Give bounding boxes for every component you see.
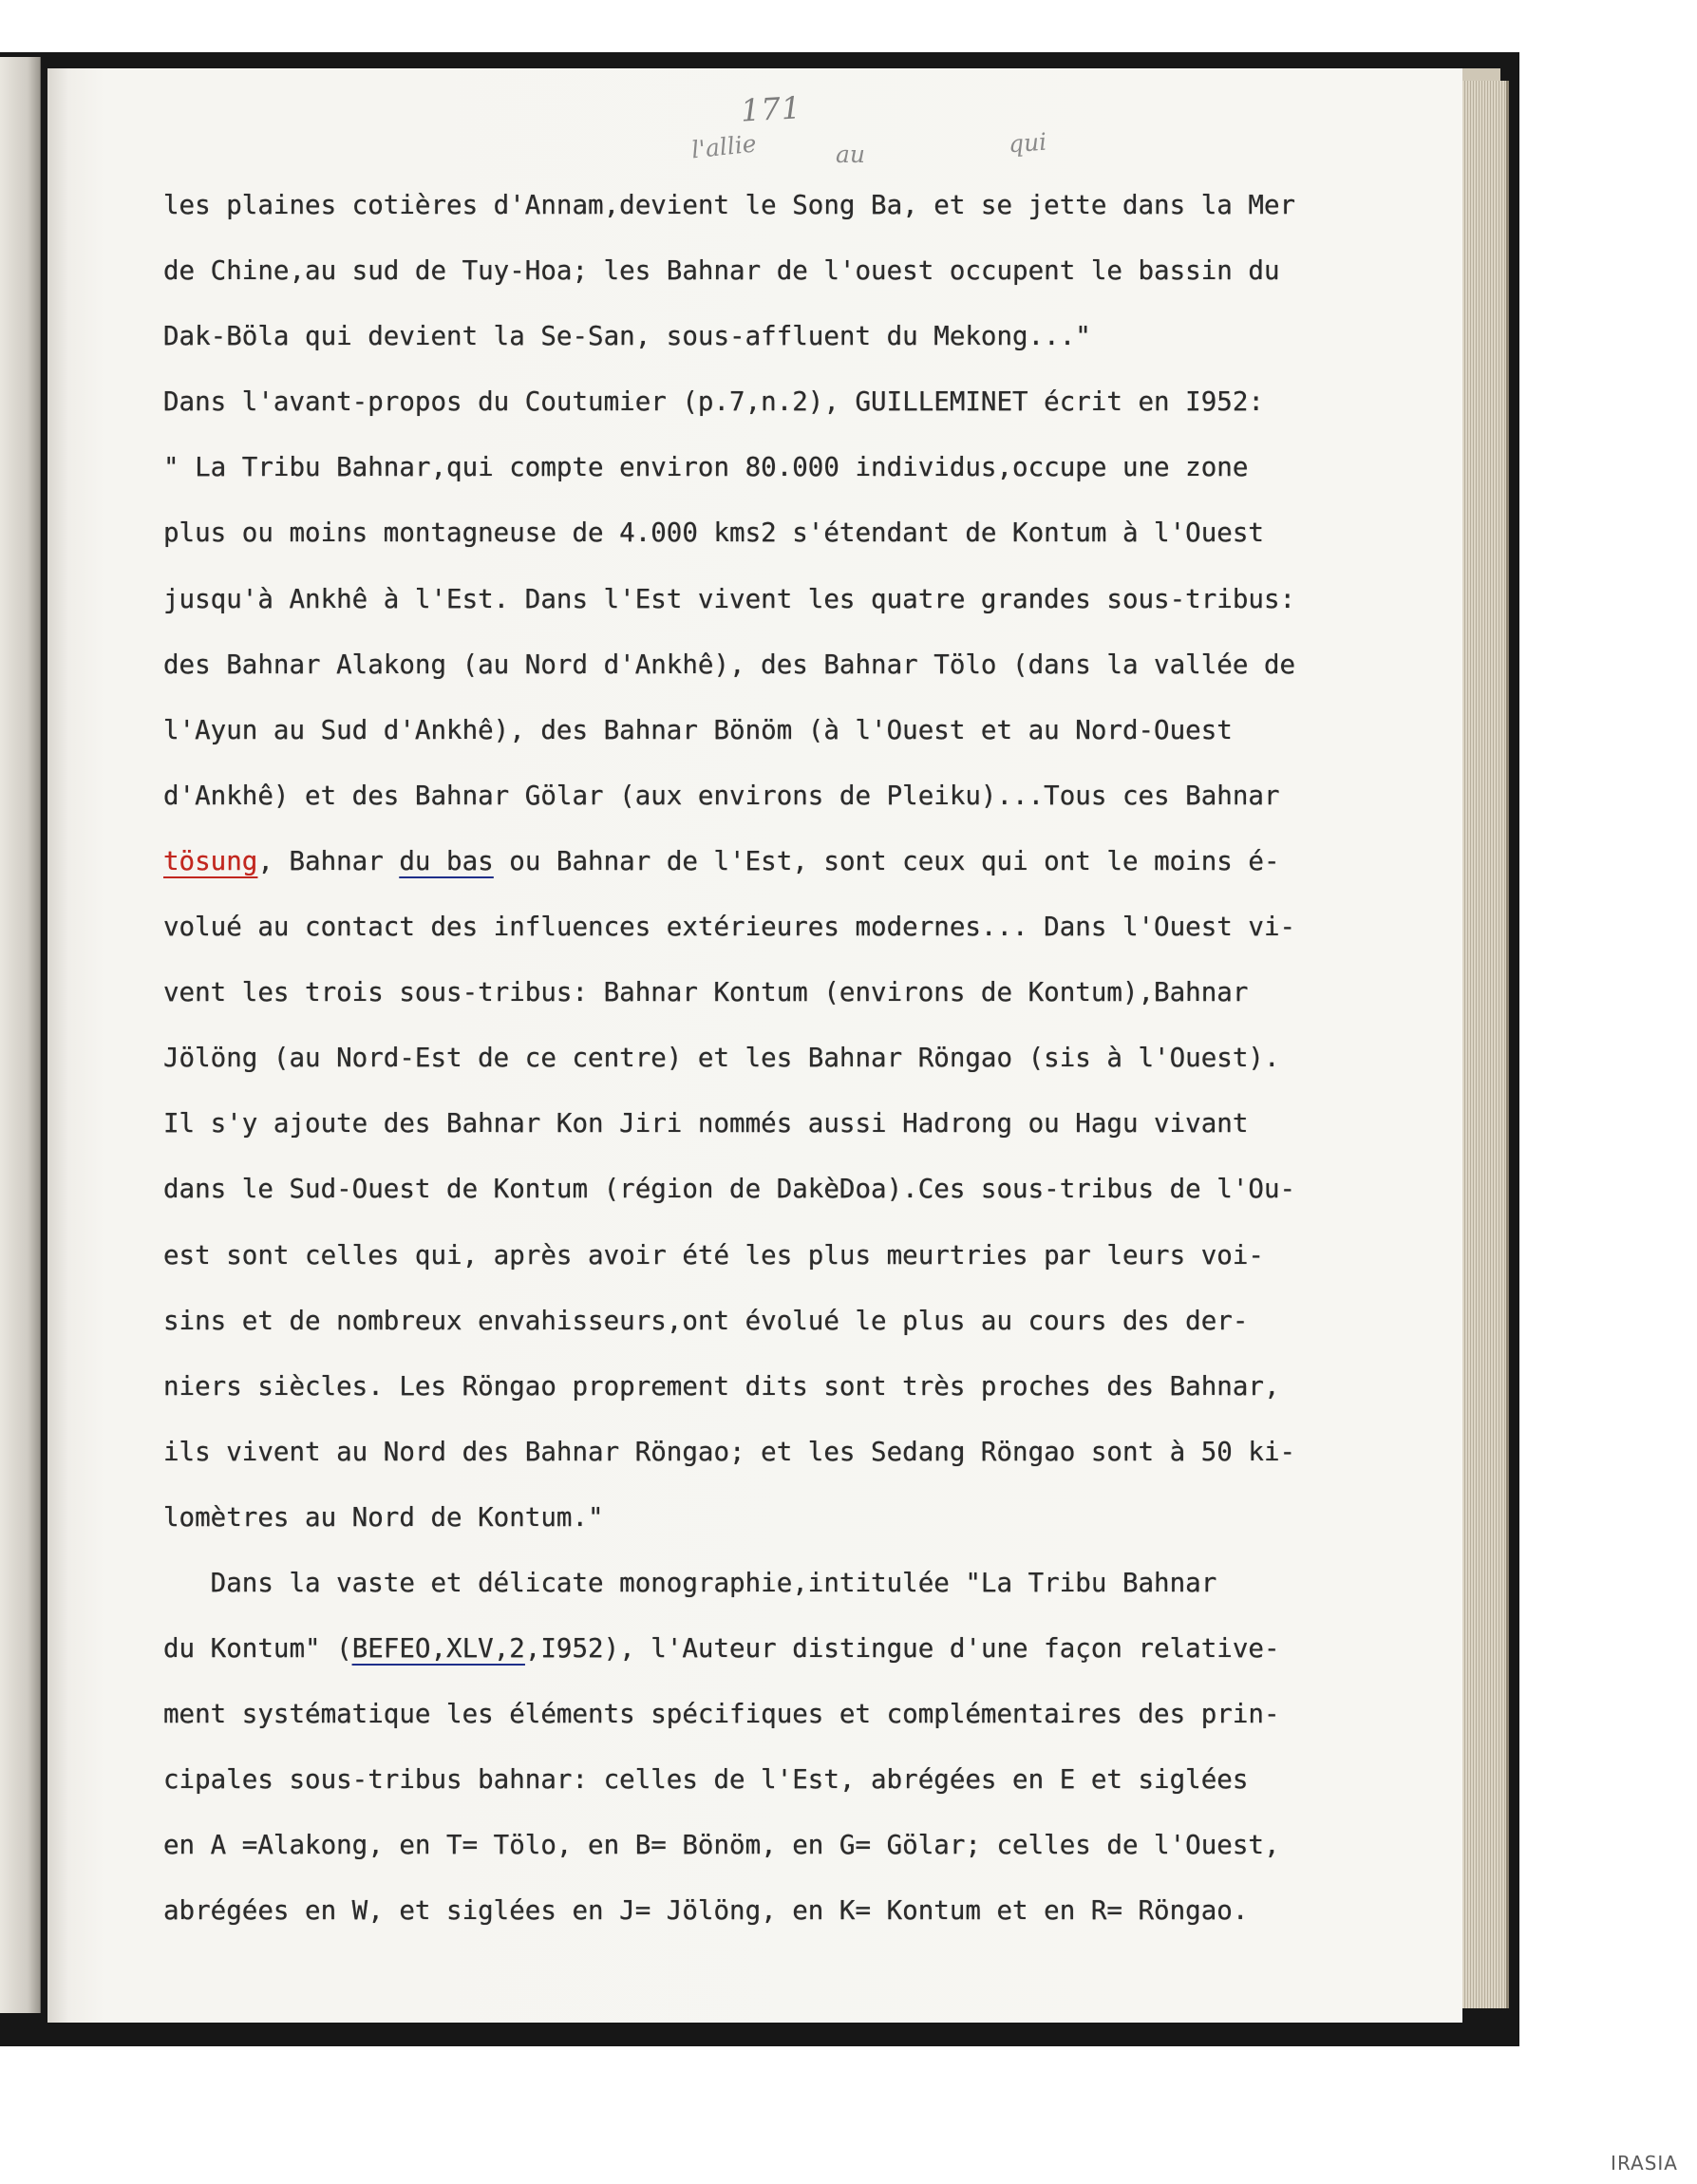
- line-text: vent les trois sous-tribus: Bahnar Kontum (environs de Kontum),Bahnar: [163, 977, 1249, 1008]
- line-text: de Chine,au sud de Tuy-Hoa; les Bahnar de l'ouest occupent le bassin du: [163, 255, 1280, 287]
- text-line: [163, 1747, 1455, 1813]
- text-line: [163, 567, 1455, 632]
- text-line: [163, 500, 1455, 566]
- line-text: Dans l'avant-propos du Coutumier (p.7,n.2), GUILLEMINET écrit en I952:: [163, 386, 1264, 418]
- text-line: [163, 829, 1455, 894]
- text-line: [163, 1091, 1455, 1157]
- text-line: [163, 1616, 1455, 1682]
- line-text: jusqu'à Ankhê à l'Est. Dans l'Est vivent les quatre grandes sous-tribus:: [163, 583, 1296, 614]
- line-text: l'Ayun au Sud d'Ankhê), des Bahnar Bönöm (à l'Ouest et au Nord-Ouest: [163, 714, 1233, 745]
- line-text: dans le Sud-Ouest de Kontum (région de DakèDoa).Ces sous-tribus de l'Ou-: [163, 1174, 1296, 1205]
- line-text: ou Bahnar de l'Est, sont ceux qui ont le moins é-: [493, 845, 1280, 876]
- left-page-edge: [0, 57, 41, 2013]
- line-text: Il s'y ajoute des Bahnar Kon Jiri nommés aussi Hadrong ou Hagu vivant: [163, 1108, 1249, 1139]
- text-line: [163, 1026, 1455, 1091]
- text-line: [163, 960, 1455, 1026]
- line-text: plus ou moins montagneuse de 4.000 kms2 s'étendant de Kontum à l'Ouest: [163, 518, 1264, 549]
- line-text: lomètres au Nord de Kontum.": [163, 1501, 604, 1533]
- typewritten-body: [163, 173, 1455, 1945]
- line-text: en A =Alakong, en T= Tölo, en B= Bönöm, en G= Gölar; celles de l'Ouest,: [163, 1830, 1280, 1861]
- text-line: [163, 1878, 1455, 1944]
- irasia-brand-label: IRASIA: [1611, 2152, 1678, 2175]
- text-line: [163, 1289, 1455, 1354]
- line-text: ment systématique les éléments spécifiques et complémentaires des prin-: [163, 1699, 1280, 1730]
- line-text: d'Ankhê) et des Bahnar Gölar (aux environs de Pleiku)...Tous ces Bahnar: [163, 780, 1280, 811]
- line-text: cipales sous-tribus bahnar: celles de l'Est, abrégées en E et siglées: [163, 1764, 1249, 1796]
- text-line: [163, 1223, 1455, 1289]
- line-text: Dans la vaste et délicate monographie,intitulée "La Tribu Bahnar: [163, 1567, 1217, 1598]
- text-line: [163, 304, 1455, 369]
- text-line: [163, 238, 1455, 304]
- underlined-term: du bas: [399, 845, 494, 876]
- text-line: [163, 1813, 1455, 1878]
- handwritten-annotation: qui: [1008, 127, 1048, 159]
- text-line: [163, 1420, 1455, 1485]
- text-line: [163, 1682, 1455, 1747]
- text-line: [163, 894, 1455, 960]
- page-stack-top: [1462, 68, 1500, 82]
- line-text: , Bahnar: [257, 845, 400, 876]
- text-line: [163, 698, 1455, 763]
- text-line: [163, 1551, 1455, 1616]
- line-text: les plaines cotières d'Annam,devient le Song Ba, et se jette dans la Mer: [163, 190, 1296, 220]
- line-text: ils vivent au Nord des Bahnar Röngao; et les Sedang Röngao sont à 50 ki-: [163, 1436, 1296, 1467]
- text-line: [163, 763, 1455, 829]
- text-line: [163, 1354, 1455, 1420]
- line-text: des Bahnar Alakong (au Nord d'Ankhê), des Bahnar Tölo (dans la vallée de: [163, 649, 1296, 680]
- line-text: Jölöng (au Nord-Est de ce centre) et les Bahnar Röngao (sis à l'Ouest).: [163, 1043, 1280, 1074]
- line-text: volué au contact des influences extérieures modernes... Dans l'Ouest vi-: [163, 912, 1296, 943]
- underlined-reference: BEFEO,XLV,2: [351, 1633, 525, 1665]
- line-text: sins et de nombreux envahisseurs,ont évolué le plus au cours des der-: [163, 1305, 1249, 1336]
- red-underlined-term: tösung: [163, 845, 258, 876]
- text-line: [163, 632, 1455, 698]
- line-text: ,I952), l'Auteur distingue d'une façon relative-: [524, 1633, 1280, 1665]
- line-text: abrégées en W, et siglées en J= Jölöng, en K= Kontum et en R= Röngao.: [163, 1895, 1249, 1927]
- text-line: [163, 1157, 1455, 1222]
- line-text: Dak-Böla qui devient la Se-San, sous-affluent du Mekong...": [163, 321, 1091, 352]
- line-text: du Kontum" (: [163, 1633, 352, 1665]
- line-text: est sont celles qui, après avoir été les plus meurtries par leurs voi-: [163, 1239, 1264, 1271]
- text-line: [163, 1485, 1455, 1551]
- line-text: niers siècles. Les Röngao proprement dits sont très proches des Bahnar,: [163, 1370, 1280, 1402]
- text-line: [163, 173, 1455, 238]
- text-line: [163, 369, 1455, 435]
- line-text: " La Tribu Bahnar,qui compte environ 80.000 individus,occupe une zone: [163, 452, 1249, 483]
- handwritten-page-number: 171: [740, 89, 803, 129]
- text-line: [163, 435, 1455, 500]
- handwritten-annotation: au: [836, 141, 866, 168]
- page-stack-edge: [1462, 81, 1509, 2008]
- handwritten-annotation: l'allie: [689, 129, 758, 164]
